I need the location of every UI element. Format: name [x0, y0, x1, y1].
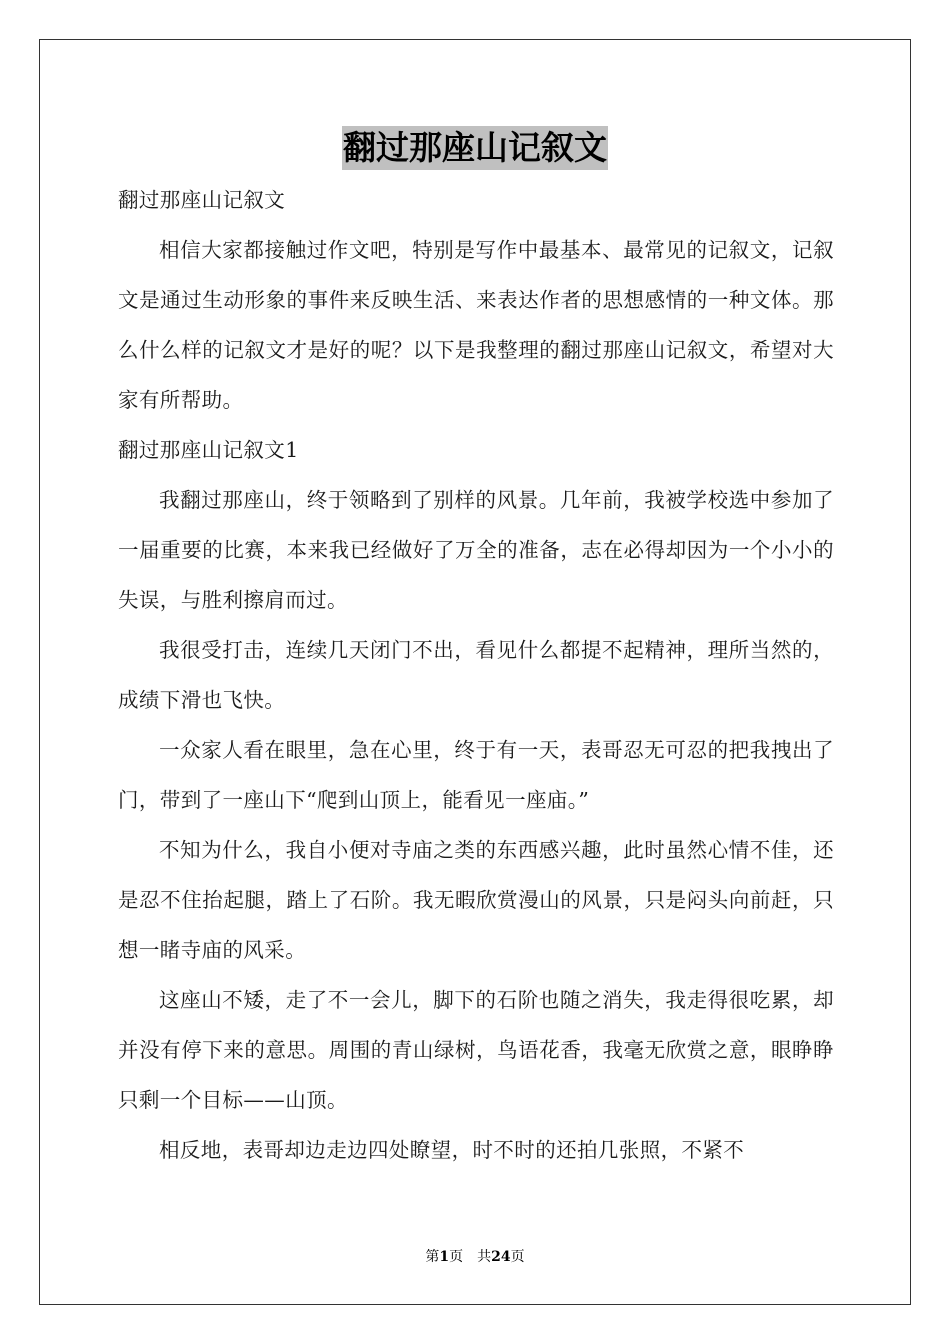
title-container [0, 126, 950, 170]
document-body [118, 175, 834, 1175]
total-pages: 24 [491, 1249, 511, 1265]
section-heading: 翻过那座山记叙文1 [118, 438, 299, 462]
body-paragraph: 这座山不矮，走了不一会儿，脚下的石阶也随之消失，我走得很吃累，却并没有停下来的意思。周围的青山绿树，鸟语花香，我毫无欣赏之意，眼睁睁只剩一个目标——山顶。 [118, 988, 834, 1112]
total-prefix: 共 [477, 1249, 492, 1265]
body-paragraph: 我很受打击，连续几天闭门不出，看见什么都提不起精神，理所当然的，成绩下滑也飞快。 [118, 638, 834, 712]
section-heading: 翻过那座山记叙文 [118, 188, 286, 212]
total-suffix: 页 [510, 1249, 525, 1265]
page-footer [0, 1247, 950, 1267]
document-title: 翻过那座山记叙文 [342, 126, 608, 170]
page-number: 1 [439, 1249, 450, 1265]
body-paragraph: 相反地，表哥却边走边四处瞭望，时不时的还拍几张照，不紧不 [159, 1138, 745, 1162]
page-prefix: 第 [425, 1249, 440, 1265]
page-suffix: 页 [449, 1249, 464, 1265]
body-paragraph: 不知为什么，我自小便对寺庙之类的东西感兴趣，此时虽然心情不佳，还是忍不住抬起腿，踏上了石阶。我无暇欣赏漫山的风景，只是闷头向前赶，只想一睹寺庙的风采。 [118, 838, 834, 962]
body-paragraph: 相信大家都接触过作文吧，特别是写作中最基本、最常见的记叙文，记叙文是通过生动形象的事件来反映生活、来表达作者的思想感情的一种文体。那么什么样的记叙文才是好的呢？以下是我整理的翻过那座山记叙文，希望对大家有所帮助。 [118, 238, 834, 412]
body-paragraph: 我翻过那座山，终于领略到了别样的风景。几年前，我被学校选中参加了一届重要的比赛，本来我已经做好了万全的准备，志在必得却因为一个小小的失误，与胜利擦肩而过。 [118, 488, 834, 612]
body-paragraph: 一众家人看在眼里，急在心里，终于有一天，表哥忍无可忍的把我拽出了门，带到了一座山下“爬到山顶上，能看见一座庙。” [118, 738, 834, 812]
